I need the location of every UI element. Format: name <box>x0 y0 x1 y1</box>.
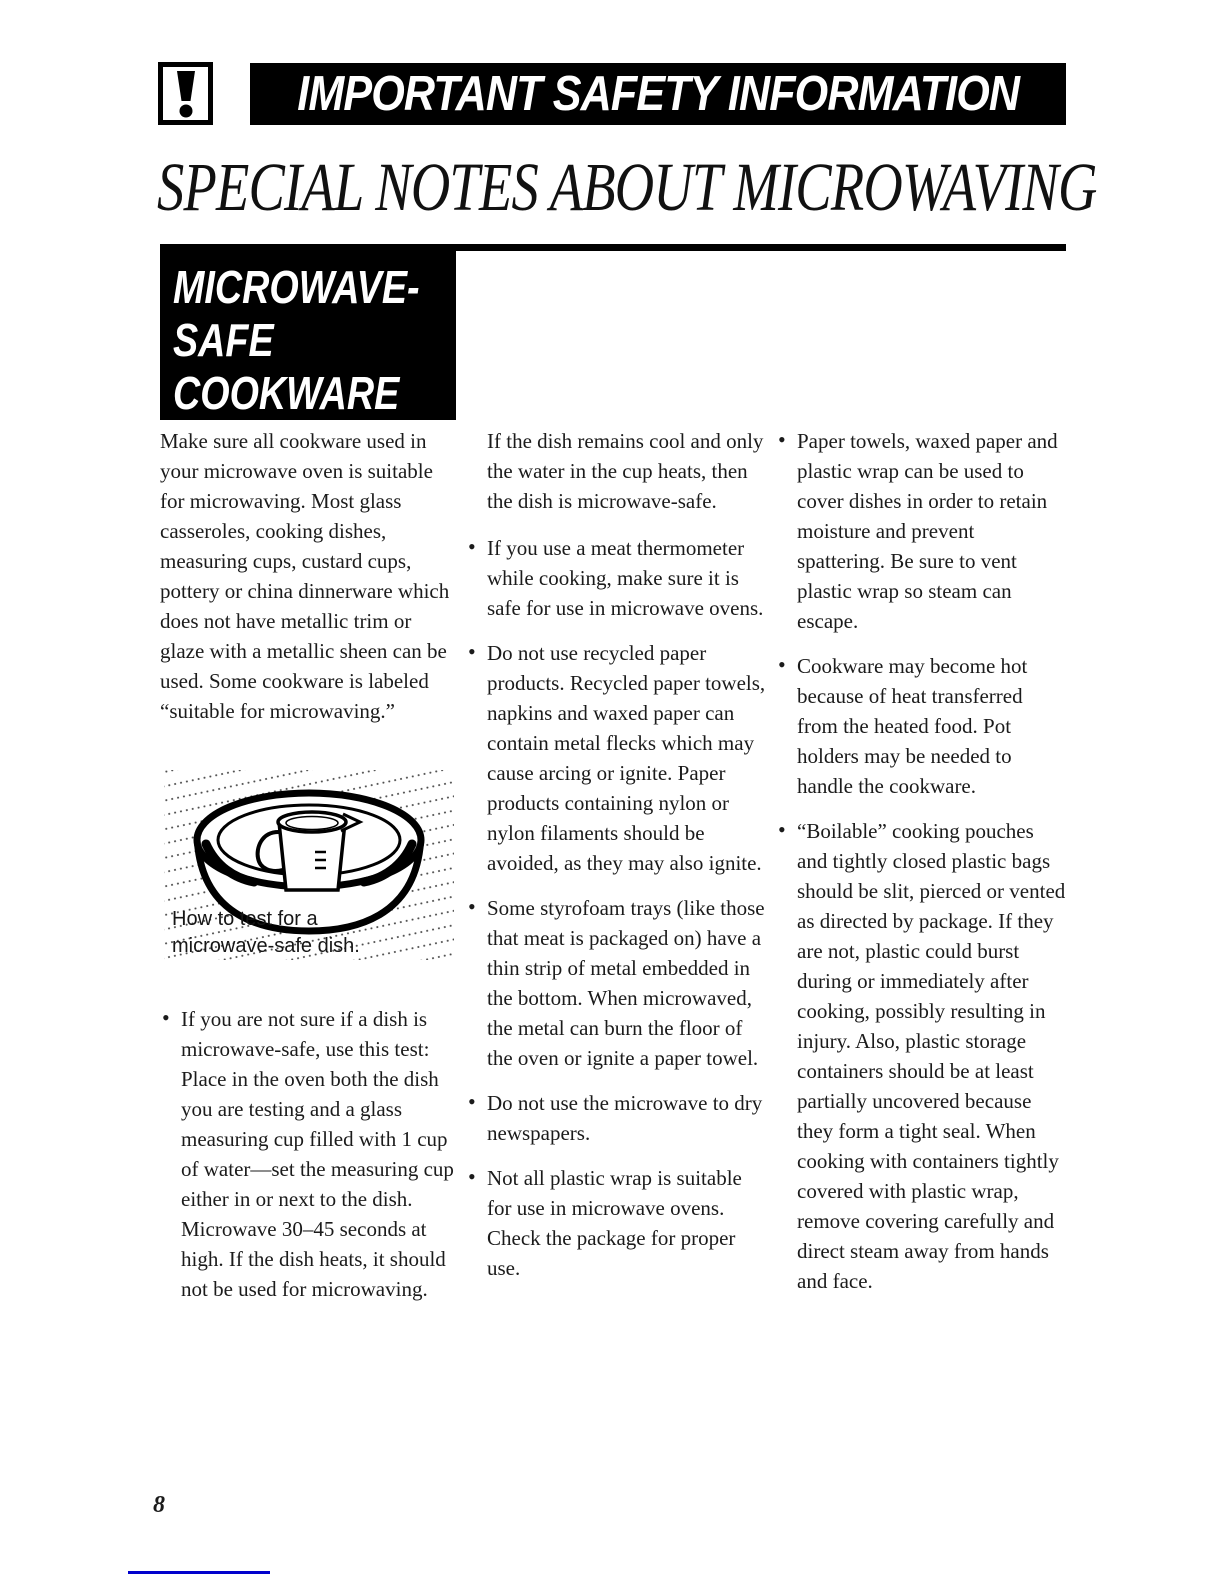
section-heading-line-1: MICROWAVE- <box>173 261 420 313</box>
bullet-item: • If you use a meat thermometer while cooking, make sure it is safe for use in microwave ovens. <box>466 533 766 623</box>
banner-title: IMPORTANT SAFETY INFORMATION <box>297 67 1019 121</box>
continuation-paragraph: If the dish remains cool and only the water in the cup heats, then the dish is microwave-safe. <box>487 429 764 513</box>
section-heading <box>160 251 456 420</box>
bullet-item: • Cookware may become hot because of heat transferred from the heated food. Pot holders may be needed to handle the cookware. <box>776 651 1066 801</box>
column-2 <box>466 426 766 1319</box>
footer-rule <box>128 1571 270 1574</box>
bullet-item: • Do not use the microwave to dry newspapers. <box>466 1088 766 1148</box>
safety-banner <box>250 63 1066 125</box>
intro-paragraph: Make sure all cookware used in your microwave oven is suitable for microwaving. Most glass casseroles, cooking dishes, measuring cups, custard cups, pottery or china dinnerware which does not have metallic trim or glaze with a metallic sheen can be used. Some cookware is labeled “suitable for microwaving.” <box>160 429 450 723</box>
exclamation-icon <box>164 68 208 120</box>
bullet-item: • “Boilable” cooking pouches and tightly closed plastic bags should be slit, pierced or vented as directed by package. If they are not, plastic could burst during or immediately after cooking, possibly resulting in injury. Also, plastic storage containers should be at least partially uncovered because they form a tight seal. When cooking with containers tightly covered with plastic wrap, remove covering carefully and direct steam away from hands and face. <box>776 816 1066 1296</box>
page-number: 8 <box>153 1492 165 1518</box>
column-1 <box>160 426 456 1319</box>
section-rule <box>160 244 1066 251</box>
section-heading-line-3: COOKWARE <box>173 367 400 419</box>
test-dish-figure <box>164 770 454 960</box>
column-3 <box>776 426 1066 1319</box>
bullet-item: • If you are not sure if a dish is microwave-safe, use this test: Place in the oven both the dish you are testing and a glass measuring cup filled with 1 cup of water—set the measuring cup either in or next to the dish. Microwave 30–45 seconds at high. If the dish heats, it should not be used for microwaving. <box>160 1004 456 1304</box>
figure-caption: How to test for a microwave-safe dish. <box>172 908 360 957</box>
page-title: SPECIAL NOTES ABOUT MICROWAVING <box>157 149 1097 225</box>
content-columns <box>160 426 1066 1319</box>
warning-icon <box>158 62 213 125</box>
bullet-item: • Paper towels, waxed paper and plastic wrap can be used to cover dishes in order to retain moisture and prevent spattering. Be sure to vent plastic wrap so steam can escape. <box>776 426 1066 636</box>
bullet-item: • Not all plastic wrap is suitable for use in microwave ovens. Check the package for proper use. <box>466 1163 766 1283</box>
bullet-item: • Do not use recycled paper products. Recycled paper towels, napkins and waxed paper can contain metal flecks which may cause arcing or ignite. Paper products containing nylon or nylon filaments should be avoided, as they may also ignite. <box>466 638 766 878</box>
section-heading-line-2: SAFE <box>173 314 274 366</box>
bullet-item: • Some styrofoam trays (like those that meat is packaged on) have a thin strip of metal embedded in the bottom. When microwaved, the metal can burn the floor of the oven or ignite a paper towel. <box>466 893 766 1073</box>
